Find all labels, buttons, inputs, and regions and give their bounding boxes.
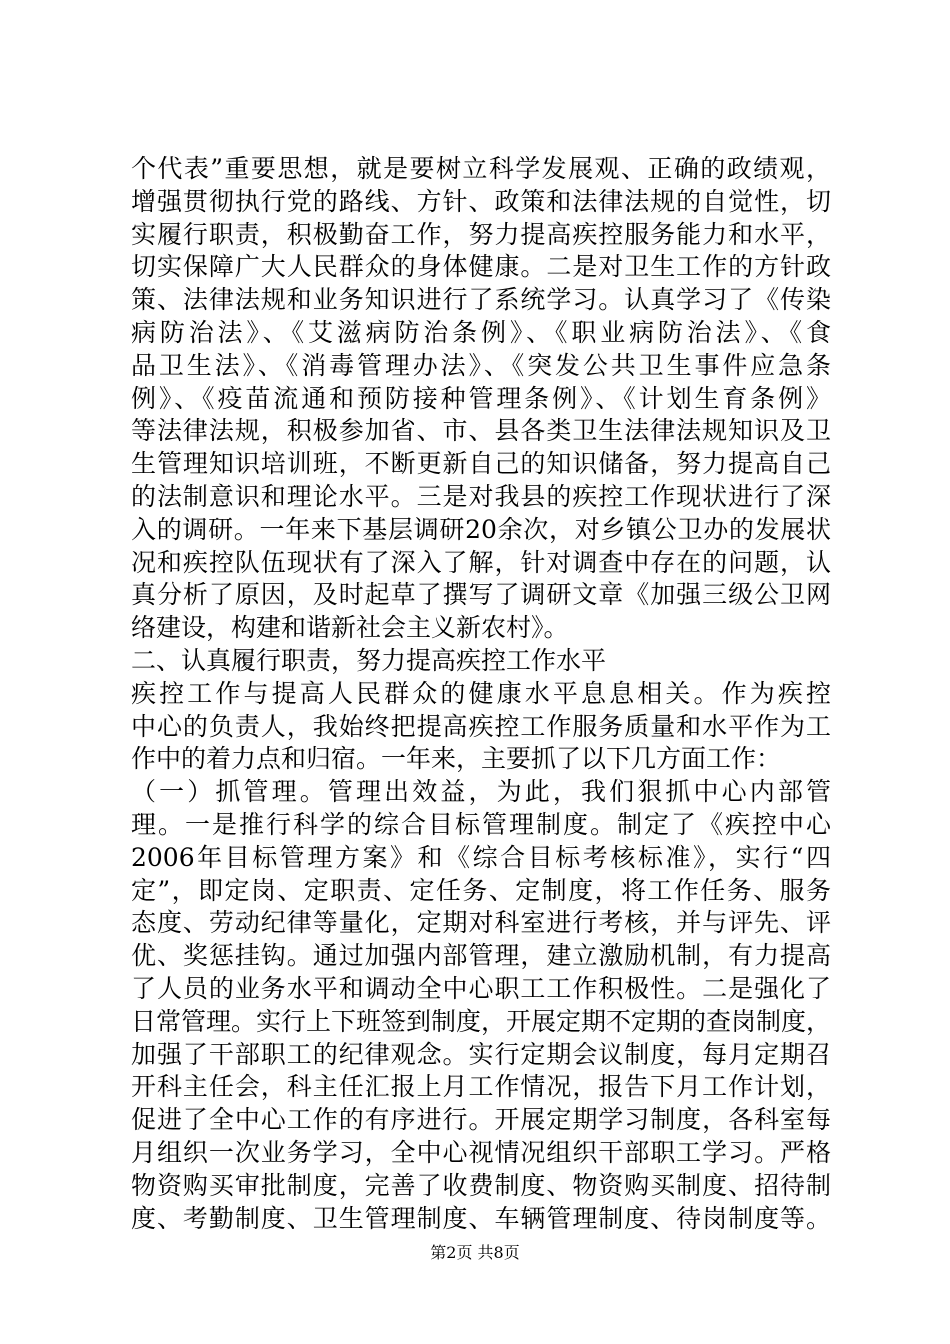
text-line: 日常管理。实行上下班签到制度，开展定期不定期的查岗制度，: [131, 1006, 831, 1036]
text-line: 态度、劳动纪律等量化，定期对科室进行考核，并与评先、评: [131, 908, 831, 938]
text-line: 度、考勤制度、卫生管理制度、车辆管理制度、待岗制度等。: [131, 1203, 831, 1233]
text-line: 等法律法规，积极参加省、市、县各类卫生法律法规知识及卫: [131, 416, 831, 446]
text-line: 策、法律法规和业务知识进行了系统学习。认真学习了《传染: [131, 285, 831, 315]
text-line: 物资购买审批制度，完善了收费制度、物资购买制度、招待制: [131, 1170, 831, 1200]
text-line: 二、认真履行职责，努力提高疾控工作水平: [131, 645, 607, 675]
text-line: 增强贯彻执行党的路线、方针、政策和法律法规的自觉性，切: [131, 186, 831, 216]
text-line: 促进了全中心工作的有序进行。开展定期学习制度，各科室每: [131, 1105, 831, 1135]
text-line: 开科主任会，科主任汇报上月工作情况，报告下月工作计划，: [131, 1072, 831, 1102]
page-footer: 第2页 共8页: [430, 1243, 520, 1262]
text-line: （一）抓管理。管理出效益，为此，我们狠抓中心内部管: [131, 777, 831, 807]
text-line: 真分析了原因，及时起草了撰写了调研文章《加强三级公卫网: [131, 580, 831, 610]
text-line: 络建设，构建和谐新社会主义新农村》。: [131, 613, 569, 643]
text-line: 品卫生法》、《消毒管理办法》、《突发公共卫生事件应急条: [131, 350, 831, 380]
text-line: 例》、《疫苗流通和预防接种管理条例》、《计划生育条例》: [131, 383, 831, 413]
text-line: 切实保障广大人民群众的身体健康。二是对卫生工作的方针政: [131, 252, 831, 282]
text-line: 月组织一次业务学习，全中心视情况组织干部职工学习。严格: [131, 1137, 831, 1167]
text-line: 实履行职责，积极勤奋工作，努力提高疾控服务能力和水平，: [131, 219, 831, 249]
text-line: 定”，即定岗、定职责、定任务、定制度，将工作任务、服务: [131, 875, 831, 905]
text-line: 疾控工作与提高人民群众的健康水平息息相关。作为疾控: [131, 678, 831, 708]
text-line: 入的调研。一年来下基层调研20余次，对乡镇公卫办的发展状: [131, 514, 831, 544]
text-line: 加强了干部职工的纪律观念。实行定期会议制度，每月定期召: [131, 1039, 831, 1069]
text-line: 2006年目标管理方案》和《综合目标考核标准》，实行“四: [131, 842, 831, 872]
text-line: 了人员的业务水平和调动全中心职工工作积极性。二是强化了: [131, 973, 831, 1003]
text-line: 况和疾控队伍现状有了深入了解，针对调查中存在的问题，认: [131, 547, 831, 577]
text-line: 中心的负责人，我始终把提高疾控工作服务质量和水平作为工: [131, 711, 831, 741]
text-line: 的法制意识和理论水平。三是对我县的疾控工作现状进行了深: [131, 481, 831, 511]
text-line: 优、奖惩挂钩。通过加强内部管理，建立激励机制，有力提高: [131, 941, 831, 971]
text-line: 病防治法》、《艾滋病防治条例》、《职业病防治法》、《食: [131, 317, 831, 347]
text-line: 作中的着力点和归宿。一年来，主要抓了以下几方面工作：: [131, 744, 782, 774]
text-line: 生管理知识培训班，不断更新自己的知识储备，努力提高自己: [131, 449, 831, 479]
text-line: 理。一是推行科学的综合目标管理制度。制定了《疾控中心: [131, 809, 831, 839]
text-line: 个代表”重要思想，就是要树立科学发展观、正确的政绩观，: [131, 154, 831, 183]
body-text: [131, 153, 831, 1235]
